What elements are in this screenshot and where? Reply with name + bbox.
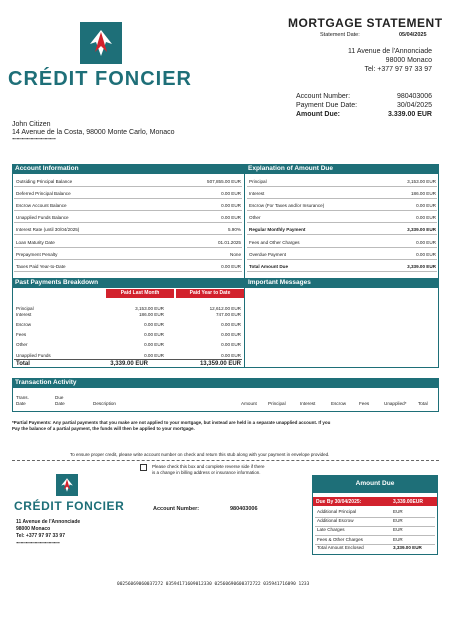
section-divider bbox=[244, 164, 245, 368]
past-payment-label: Interest bbox=[16, 312, 32, 317]
explanation-value: 3,339.00 EUR bbox=[407, 263, 436, 269]
explanation-label: Total Amount Due bbox=[249, 263, 289, 269]
account-number-value: 980403006 bbox=[396, 93, 432, 100]
account-info-rule bbox=[14, 186, 242, 187]
stub-due-by-row: Due By 30/04/2025: 3,339.00EUR bbox=[313, 497, 437, 506]
account-info-rule bbox=[14, 222, 242, 223]
customer-address: 14 Avenue de la Costa, 98000 Monte Carlo, Monaco bbox=[12, 129, 175, 136]
col-paid-last-month: Paid Last Month bbox=[106, 289, 174, 298]
stub-tear-line bbox=[12, 460, 439, 461]
brand-address-line1: 11 Avenue de l'Annonciade bbox=[348, 48, 432, 55]
stub-total-label: Total Amount Enclosed bbox=[317, 545, 364, 550]
explanation-rule bbox=[247, 247, 437, 248]
account-info-value: 507,855.00 EUR bbox=[207, 179, 241, 184]
past-total-rule bbox=[14, 359, 242, 360]
important-messages-header: Important Messages bbox=[245, 278, 439, 288]
account-info-value: 0.00 EUR bbox=[221, 263, 241, 269]
stub-barcode: """""""""""""""""""""""""""""""""" bbox=[16, 542, 60, 548]
explanation-rule bbox=[247, 271, 437, 272]
account-info-label: Taxes Paid Year-to-Date bbox=[16, 263, 66, 269]
account-info-value: 0.00 EUR bbox=[221, 215, 241, 221]
transaction-header: Transaction Activity bbox=[12, 378, 439, 388]
account-info-label: Prepayment Penalty bbox=[16, 251, 58, 257]
explanation-label: Interest bbox=[249, 191, 265, 197]
past-payment-ytd: 0.00 EUR bbox=[221, 332, 241, 337]
account-number-label: Account Number: bbox=[296, 93, 351, 100]
past-payment-label: Fees bbox=[16, 332, 27, 337]
explanation-label: Principal bbox=[249, 179, 267, 184]
explanation-value: 0.00 EUR bbox=[416, 203, 436, 209]
stub-row-label: Late Charges bbox=[317, 527, 345, 533]
past-payment-label: Principal bbox=[16, 306, 34, 311]
explanation-value: 186.00 EUR bbox=[410, 191, 436, 197]
stub-address-line1: 11 Avenue de l'Annonciade bbox=[16, 519, 81, 525]
amount-due-label: Amount Due: bbox=[296, 111, 340, 118]
account-info-label: Outsiding Principal Balance bbox=[16, 179, 73, 184]
stub-account-value: 980403006 bbox=[230, 506, 258, 512]
past-payments-header: Past Payments Breakdown bbox=[12, 278, 244, 288]
stub-logo-mark bbox=[56, 474, 78, 496]
explanation-value: 3,153.00 EUR bbox=[407, 179, 436, 184]
statement-title: MORTGAGE STATEMENT bbox=[288, 16, 443, 30]
explanation-rule bbox=[247, 210, 437, 211]
col-amount: Amount bbox=[241, 401, 257, 406]
account-info-value: 0.00 EUR bbox=[221, 191, 241, 197]
brand-address-line2: 98000 Monaco bbox=[385, 57, 432, 64]
col-escrow: Escrow bbox=[331, 401, 347, 406]
account-info-label: Loan Maturity Date bbox=[16, 239, 55, 245]
amount-due-value: 3.339.00 EUR bbox=[388, 111, 432, 118]
col-principal: Principal bbox=[268, 401, 286, 406]
past-payment-last: 0.00 EUR bbox=[144, 353, 164, 358]
past-payment-last: 3,153.00 EUR bbox=[135, 306, 164, 311]
past-total-label: Total bbox=[16, 361, 30, 367]
past-payment-label: Escrow bbox=[16, 322, 32, 327]
account-info-value: None bbox=[230, 251, 241, 257]
explanation-value: 0.00 EUR bbox=[416, 239, 436, 245]
col-due-date: Due Date bbox=[55, 395, 65, 406]
explanation-rule bbox=[247, 259, 437, 260]
explanation-label: Escrow (For Taxes and/or Insurance) bbox=[249, 203, 325, 209]
statement-date-label: Statement Date: bbox=[320, 32, 360, 38]
account-info-value: 0.00 EUR bbox=[221, 203, 241, 209]
account-info-rule bbox=[14, 198, 242, 199]
col-description: Description bbox=[93, 401, 116, 406]
account-info-label: Unapplied Funds Balance bbox=[16, 215, 69, 221]
account-info-rule bbox=[14, 259, 242, 260]
brand-name: CRÉDIT FONCIER bbox=[8, 68, 192, 90]
stub-row-value: EUR bbox=[393, 518, 403, 524]
stub-row-value: EUR bbox=[393, 509, 403, 514]
stub-brand-name: CRÉDIT FONCIER bbox=[14, 499, 125, 513]
past-payment-ytd: 0.00 EUR bbox=[221, 342, 241, 347]
past-total-last: 3,339.00 EUR bbox=[110, 361, 148, 367]
explanation-rule bbox=[247, 234, 437, 235]
footnote-line2: Pay the balance of a partial payment, the funds will then be applied to your mortgage. bbox=[12, 426, 195, 431]
past-payment-label: Unapplied Funds bbox=[16, 353, 51, 358]
account-info-label: Interest Rate (until 30/04/2025) bbox=[16, 227, 80, 233]
past-payment-last: 0.00 EUR bbox=[144, 322, 164, 327]
col-interest: Interest bbox=[300, 401, 316, 406]
due-date-value: 30/04/2025 bbox=[396, 102, 432, 109]
stub-address-line2: 98000 Monaco bbox=[16, 526, 51, 532]
statement-date-value: 05/04/2025 bbox=[399, 32, 427, 38]
brand-tel: Tel: +377 97 97 33 97 bbox=[364, 66, 432, 73]
explanation-rule bbox=[247, 186, 437, 187]
logo-mark bbox=[80, 22, 122, 64]
explanation-header: Explanation of Amount Due bbox=[245, 164, 439, 174]
due-date-label: Payment Due Date: bbox=[296, 102, 358, 109]
stub-total-value: 3,339.00 EUR bbox=[393, 545, 422, 550]
account-info-label: Escrow Account Balance bbox=[16, 203, 67, 209]
stub-bird-logo-icon bbox=[56, 474, 78, 496]
explanation-label: Other bbox=[249, 215, 261, 221]
explanation-label: Regular Monthly Payment bbox=[249, 227, 306, 233]
account-info-rule bbox=[14, 247, 242, 248]
check-line1: Please check this box and complete reverse side if there bbox=[152, 464, 265, 469]
footnote-line1: *Partial Payments: Any partial payments that you make are not applied to your mortgage, but instead are held in a separate unapplied account. If you bbox=[12, 420, 331, 425]
account-info-rule bbox=[14, 271, 242, 272]
stub-tel: Tel: +377 97 97 33 97 bbox=[16, 533, 65, 539]
stub-instruction: To ensure proper credit, please write account number on check and return this stub along with your payment in envelope provided. bbox=[70, 452, 330, 457]
explanation-label: Fees and Other Charges bbox=[249, 239, 300, 245]
past-payment-last: 0.00 EUR bbox=[144, 342, 164, 347]
micr-line: 00256069060037272 03594171609012330 02560690600372722 035941716090 1233 bbox=[117, 582, 310, 587]
explanation-value: 3,339.00 EUR bbox=[407, 227, 436, 233]
stub-row-label: Additional Escrow bbox=[317, 518, 354, 524]
account-info-value: 01.01.2025 bbox=[218, 239, 241, 245]
past-payment-label: Other bbox=[16, 342, 28, 347]
past-payment-ytd: 0.00 EUR bbox=[221, 353, 241, 358]
past-payment-last: 0.00 EUR bbox=[144, 332, 164, 337]
customer-barcode: """""""""""""""""""""""""""""""""" bbox=[12, 138, 56, 144]
past-payment-ytd: 12,612.00 EUR bbox=[209, 306, 241, 311]
stub-amount-header: Amount Due bbox=[312, 475, 438, 493]
stub-row-label: Fees & Other Charges bbox=[317, 536, 363, 542]
col-trans-date: Trans. Date bbox=[16, 395, 29, 406]
account-info-label: Deferred Principal Balance bbox=[16, 191, 71, 197]
explanation-rule bbox=[247, 222, 437, 223]
past-total-ytd: 13,359.00 EUR bbox=[199, 361, 241, 367]
past-payment-ytd: 747.00 EUR bbox=[215, 312, 241, 317]
check-line2: is a change in billing address or insurance information. bbox=[152, 470, 261, 475]
past-payment-last: 186.00 EUR bbox=[138, 312, 164, 317]
col-fees: Fees bbox=[359, 401, 370, 406]
account-info-rule bbox=[14, 210, 242, 211]
explanation-value: 0.00 EUR bbox=[416, 215, 436, 221]
bird-logo-icon bbox=[80, 22, 122, 64]
customer-name: John Citizen bbox=[12, 121, 51, 128]
col-unapplied: Unapplied* bbox=[384, 401, 407, 406]
account-info-rule bbox=[14, 234, 242, 235]
explanation-label: Overdue Payment bbox=[249, 251, 287, 257]
address-change-checkbox[interactable] bbox=[140, 464, 147, 471]
col-total: Total bbox=[418, 401, 428, 406]
account-info-value: 5.90% bbox=[227, 227, 241, 233]
account-info-header: Account Information bbox=[12, 164, 244, 174]
stub-row-value: EUR bbox=[393, 536, 403, 542]
stub-row-label: Additional Principal bbox=[317, 509, 357, 514]
stub-account-label: Account Number: bbox=[153, 506, 200, 512]
col-paid-ytd: Paid Year to Date bbox=[176, 289, 244, 298]
past-payment-ytd: 0.00 EUR bbox=[221, 322, 241, 327]
explanation-rule bbox=[247, 198, 437, 199]
explanation-value: 0.00 EUR bbox=[416, 251, 436, 257]
stub-row-value: EUR bbox=[393, 527, 403, 533]
